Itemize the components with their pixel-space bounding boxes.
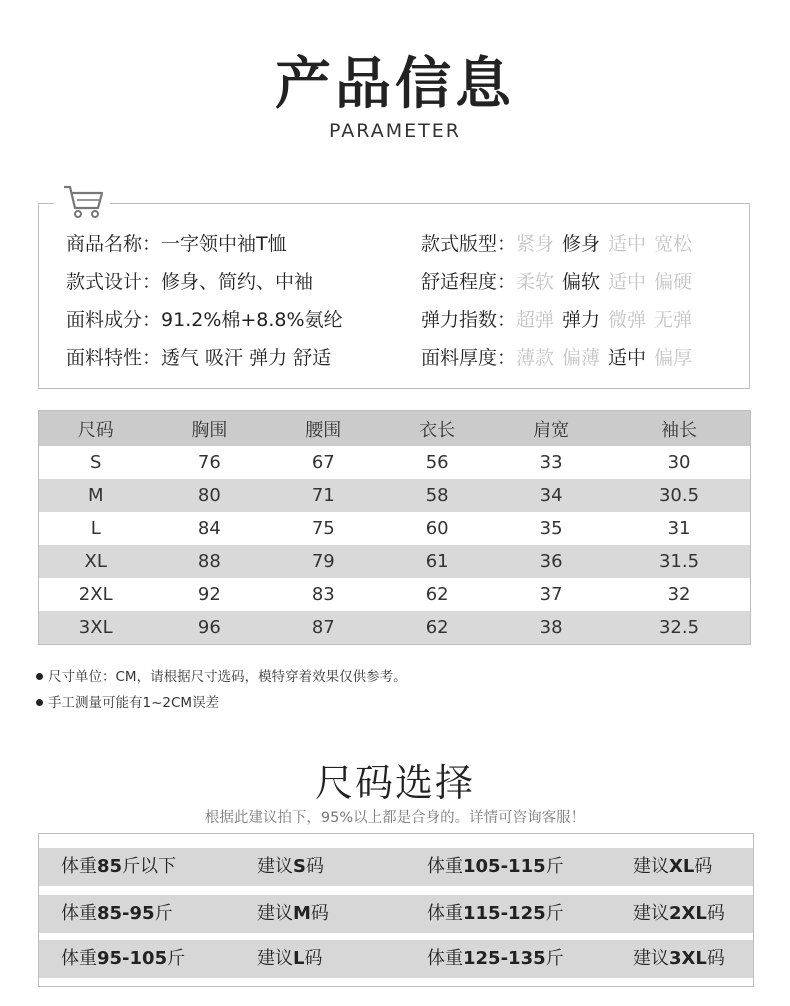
bullet-dot-icon xyxy=(36,699,43,706)
page-title: 产品信息 xyxy=(275,52,515,117)
info-value: 透气 吸汗 弹力 舒适 xyxy=(161,347,332,369)
table-cell: 60 xyxy=(380,512,494,545)
info-value: 一字领中袖T恤 xyxy=(161,233,287,255)
table-cell: 71 xyxy=(266,479,380,512)
info-label: 商品名称： xyxy=(66,233,162,255)
table-cell: M xyxy=(39,479,153,512)
table-cell: 67 xyxy=(266,446,380,479)
table-cell: 35 xyxy=(494,512,608,545)
table-cell: XL xyxy=(39,545,153,578)
info-item-name xyxy=(66,229,287,259)
table-cell: 62 xyxy=(380,578,494,611)
suggested-size: 建议XL码 xyxy=(633,856,713,877)
note-item: 手工测量可能有1~2CM误差 xyxy=(36,693,407,719)
product-info-grid xyxy=(66,229,756,379)
info-option: 微弹 xyxy=(608,309,647,331)
info-item-design xyxy=(66,267,313,297)
table-cell: 32.5 xyxy=(608,611,750,645)
table-cell: 75 xyxy=(266,512,380,545)
info-option: 无弹 xyxy=(654,309,693,331)
info-option: 偏硬 xyxy=(654,271,693,293)
table-cell: 76 xyxy=(152,446,266,479)
info-label: 款式版型： xyxy=(421,233,517,255)
table-cell: 30.5 xyxy=(608,479,750,512)
table-cell: 79 xyxy=(266,545,380,578)
size-recommendation-box xyxy=(38,833,754,987)
info-option: 适中 xyxy=(608,233,647,255)
recommendation-row xyxy=(39,848,753,886)
info-option: 紧身 xyxy=(516,233,555,255)
size-selection-title: 尺码选择 xyxy=(314,761,475,805)
table-row xyxy=(39,512,751,545)
info-label: 舒适程度： xyxy=(421,271,517,293)
info-item-elasticity xyxy=(421,305,700,335)
suggested-size: 建议2XL码 xyxy=(633,903,725,924)
info-item-features xyxy=(66,343,331,373)
table-cell: 96 xyxy=(152,611,266,645)
table-cell: L xyxy=(39,512,153,545)
info-option: 超弹 xyxy=(516,309,555,331)
column-header: 衣长 xyxy=(380,411,494,447)
weight-range: 体重105-115斤 xyxy=(427,856,564,877)
size-table-header xyxy=(39,411,751,447)
table-cell: 84 xyxy=(152,512,266,545)
bullet-dot-icon xyxy=(36,673,43,680)
table-cell: 58 xyxy=(380,479,494,512)
info-option: 弹力 xyxy=(562,309,601,331)
weight-range: 体重95-105斤 xyxy=(61,948,186,969)
column-header: 胸围 xyxy=(152,411,266,447)
table-cell: 37 xyxy=(494,578,608,611)
table-row xyxy=(39,446,751,479)
info-option: 偏厚 xyxy=(654,347,693,369)
info-label: 弹力指数： xyxy=(421,309,517,331)
info-label: 款式设计： xyxy=(66,271,162,293)
info-option: 薄款 xyxy=(516,347,555,369)
table-row xyxy=(39,479,751,512)
table-cell: 36 xyxy=(494,545,608,578)
weight-range: 体重85斤以下 xyxy=(61,856,177,877)
info-item-material xyxy=(66,305,343,335)
recommendation-row xyxy=(39,895,753,933)
table-cell: 80 xyxy=(152,479,266,512)
table-cell: 31 xyxy=(608,512,750,545)
info-option: 适中 xyxy=(608,271,647,293)
size-selection-subtitle: 根据此建议拍下，95%以上都是合身的。详情可咨询客服！ xyxy=(204,810,586,826)
size-table xyxy=(38,410,751,645)
table-cell: S xyxy=(39,446,153,479)
info-item-comfort xyxy=(421,267,700,297)
column-header: 尺码 xyxy=(39,411,153,447)
table-cell: 92 xyxy=(152,578,266,611)
suggested-size: 建议M码 xyxy=(257,903,329,924)
page-subtitle: PARAMETER xyxy=(329,120,461,142)
suggested-size: 建议3XL码 xyxy=(633,948,725,969)
table-cell: 31.5 xyxy=(608,545,750,578)
suggested-size: 建议S码 xyxy=(257,856,324,877)
info-value: 91.2%棉+8.8%氨纶 xyxy=(161,309,343,331)
table-cell: 32 xyxy=(608,578,750,611)
info-label: 面料特性： xyxy=(66,347,162,369)
table-cell: 62 xyxy=(380,611,494,645)
weight-range: 体重115-125斤 xyxy=(427,903,564,924)
info-label: 面料厚度： xyxy=(421,347,517,369)
info-item-fit xyxy=(421,229,700,259)
table-cell: 88 xyxy=(152,545,266,578)
table-cell: 34 xyxy=(494,479,608,512)
column-header: 腰围 xyxy=(266,411,380,447)
info-value: 修身、简约、中袖 xyxy=(161,271,314,293)
table-cell: 83 xyxy=(266,578,380,611)
table-row xyxy=(39,545,751,578)
info-option: 宽松 xyxy=(654,233,693,255)
size-notes xyxy=(36,667,407,719)
table-cell: 56 xyxy=(380,446,494,479)
info-option: 偏软 xyxy=(562,271,601,293)
weight-range: 体重125-135斤 xyxy=(427,948,564,969)
info-item-thickness xyxy=(421,343,700,373)
table-cell: 2XL xyxy=(39,578,153,611)
suggested-size: 建议L码 xyxy=(257,948,323,969)
note-item: 尺寸单位：CM，请根据尺寸选码，模特穿着效果仅供参考。 xyxy=(36,667,407,693)
recommendation-row xyxy=(39,940,753,978)
info-option: 适中 xyxy=(608,347,647,369)
weight-range: 体重85-95斤 xyxy=(61,903,173,924)
shopping-cart-icon xyxy=(62,184,106,220)
info-option: 偏薄 xyxy=(562,347,601,369)
table-cell: 38 xyxy=(494,611,608,645)
column-header: 肩宽 xyxy=(494,411,608,447)
table-cell: 87 xyxy=(266,611,380,645)
table-cell: 33 xyxy=(494,446,608,479)
table-cell: 61 xyxy=(380,545,494,578)
table-cell: 3XL xyxy=(39,611,153,645)
table-row xyxy=(39,578,751,611)
info-label: 面料成分： xyxy=(66,309,162,331)
info-option: 柔软 xyxy=(516,271,555,293)
table-cell: 30 xyxy=(608,446,750,479)
column-header: 袖长 xyxy=(608,411,750,447)
info-option: 修身 xyxy=(562,233,601,255)
table-row xyxy=(39,611,751,645)
